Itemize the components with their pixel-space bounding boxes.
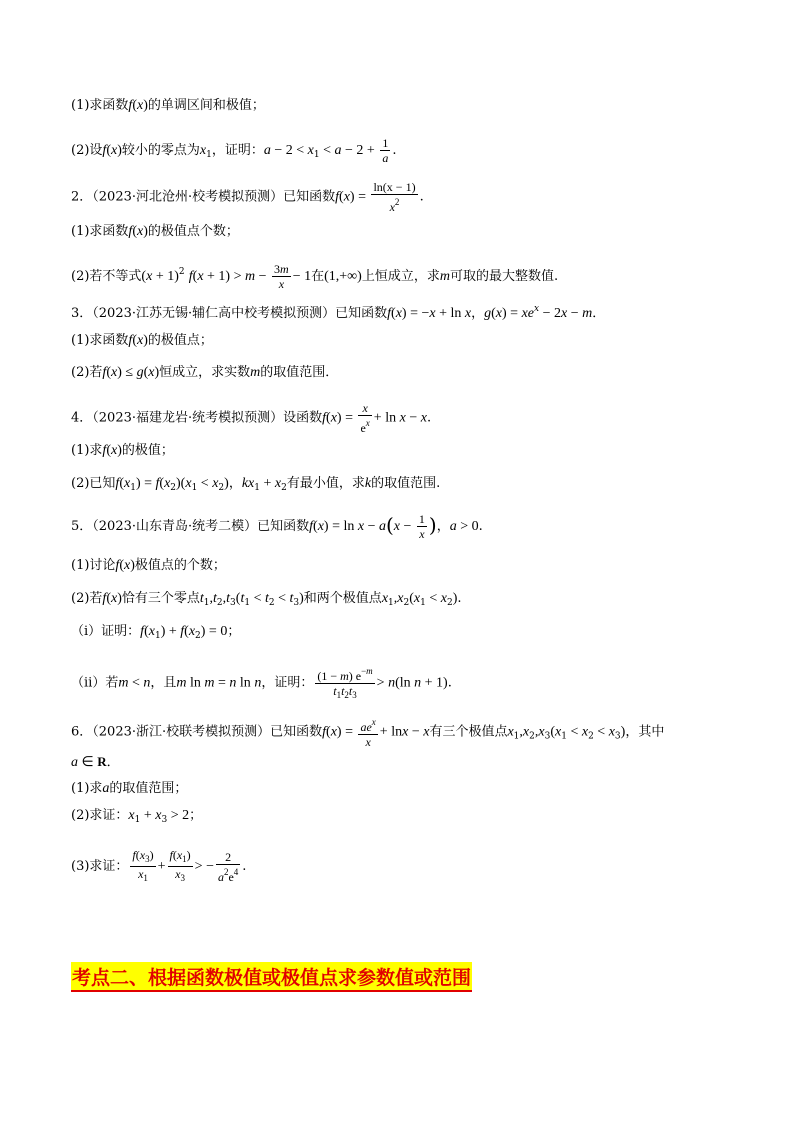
problem-6-stem: 6．（2023·浙江·校联考模拟预测）已知函数f(x) = $\frac{ae^x}{x}$ + lnx − x有三个极值点$x_1,x_2,x_3(x_1 < x_2 < x_3)$，其中 xyxy=(71,717,665,749)
problem-6-stem-cont: a ∈ R． xyxy=(71,754,120,770)
problem-2-stem: 2．（2023·河北沧州·校考模拟预测）已知函数f(x) = $\frac{\ln(x - 1)}{x^2}$ . xyxy=(71,180,424,214)
problem-5-part1: (1)讨论f(x)极值点的个数； xyxy=(71,558,226,573)
problem-3-part1: (1)求函数f(x)的极值点； xyxy=(71,333,213,348)
problem-5-stem: 5．（2023·山东青岛·统考二模）已知函数f(x) = ln x − a(x − $\frac{1}{x}$ )，a > 0. xyxy=(71,512,483,541)
problem-6-part1: (1)求a的取值范围； xyxy=(71,781,188,796)
problem-4-stem: 4．（2023·福建龙岩·统考模拟预测）设函数f(x) = $\frac{x}{e^x}$ + ln x − x. xyxy=(71,401,432,435)
problem-5-part2: (2)若f(x)恰有三个零点$t_1,t_2,t_3(t_1 < t_2 < t_3)$和两个极值点$x_1,x_2(x_1 < x_2)$. xyxy=(71,591,462,608)
q1-part1: (1)求函数f(x)的单调区间和极值； xyxy=(71,98,265,113)
problem-4-part2: (2)已知$f(x_1) = f(x_2)(x_1 < x_2)$，$kx_1 + x_2$有最小值，求k的取值范围. xyxy=(71,476,441,493)
problem-2-part1: (1)求函数f(x)的极值点个数； xyxy=(71,224,239,239)
problem-5-subpart-ii: （ⅱ）若m < n，且m ln m = n ln n，证明： $\frac{(1 - m) e^{-m}}{t_1t_2t_3}$ > n(ln n + 1). xyxy=(71,666,452,700)
q1-part2: (2)设f(x)较小的零点为$x_1$，证明：$a - 2 < x_1 < a - 2$ + $\frac{1}{a}$ . xyxy=(71,136,397,165)
problem-2-part2: (2)若不等式$(x + 1)^2$ f(x + 1) > m − $\frac{3m}{x}$ − 1在(1,+∞)上恒成立，求m可取的最大整数值. xyxy=(71,262,559,291)
problem-3-part2: (2)若f(x) ≤ g(x)恒成立，求实数m的取值范围． xyxy=(71,365,339,380)
problem-3-stem: 3．（2023·江苏无锡·辅仁高中校考模拟预测）已知函数f(x) = −x + ln x，$g(x) = xe^x - 2x - m$． xyxy=(71,304,606,321)
problem-5-subpart-i: （ⅰ）证明：$f(x_1) + f(x_2) = 0$； xyxy=(71,624,241,641)
problem-6-part3: (3)求证： $\frac{f(x_3)}{x_1}$ + $\frac{f(x_1)}{x_3}$ > − $\frac{2}{a^2e^4}$ . xyxy=(71,848,247,884)
section-heading: 考点二、根据函数极值或极值点求参数值或范围 xyxy=(71,962,472,992)
problem-6-part2: (2)求证：$x_1 + x_3 > 2$； xyxy=(71,808,203,825)
problem-4-part1: (1)求f(x)的极值； xyxy=(71,443,174,458)
